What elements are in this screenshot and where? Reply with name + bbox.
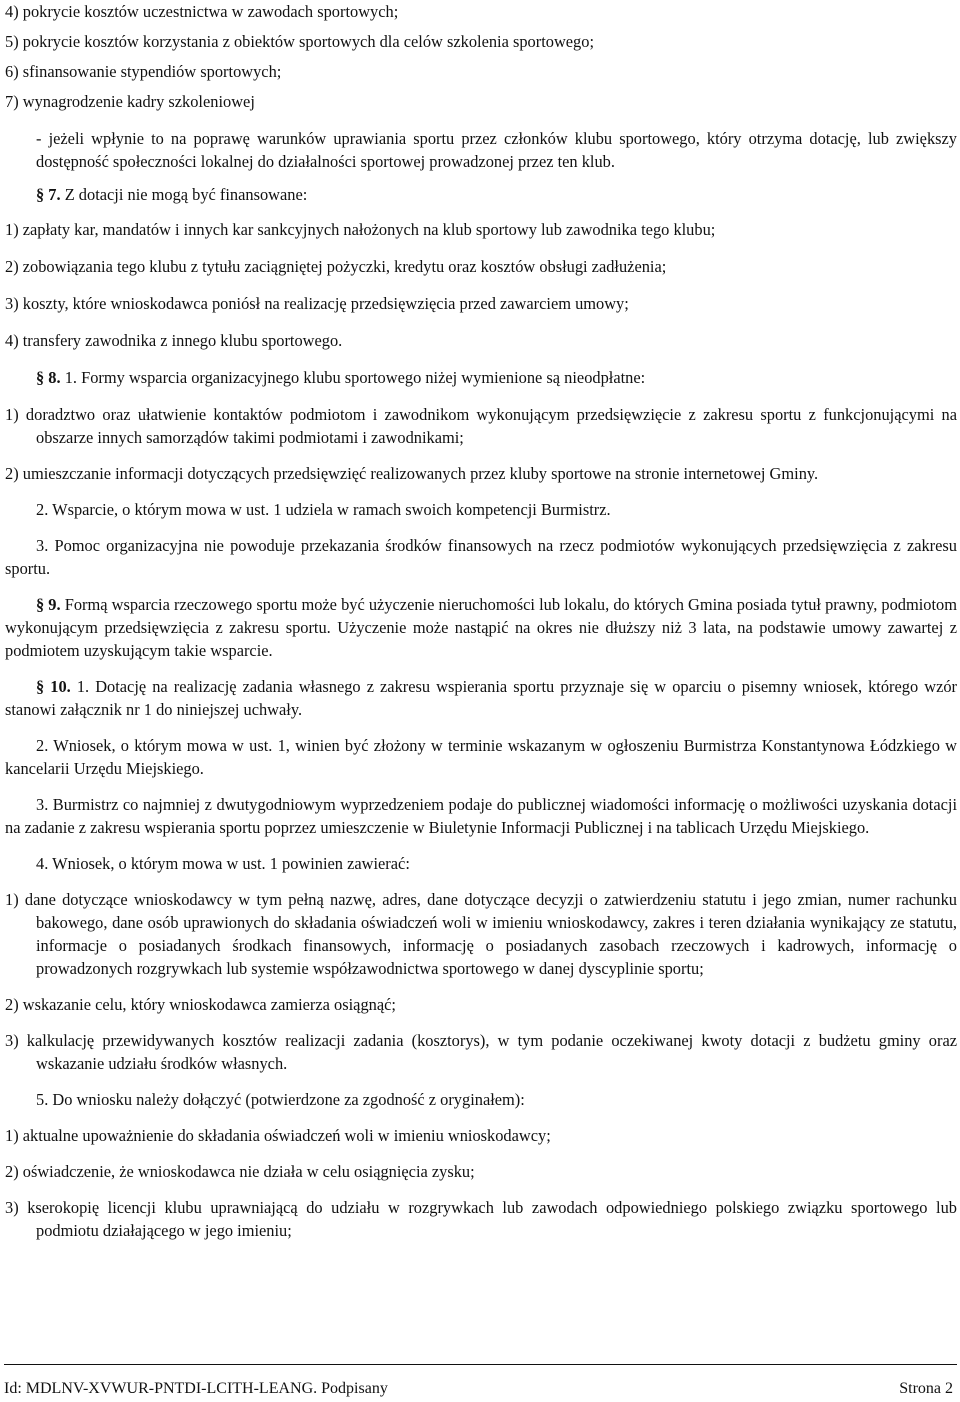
s8-item-2: 2) umieszczanie informacji dotyczących przedsięwzięć realizowanych przez kluby sportowe na stronie internetowej Gminy. [5,464,819,483]
list-item-7: 7) wynagrodzenie kadry szkoleniowej [5,92,255,111]
s10-p4-item-2: 2) wskazanie celu, który wnioskodawca zamierza osiągnąć; [5,995,396,1014]
s10-p4-item-1: 1) dane dotyczące wnioskodawcy w tym pełną nazwę, adres, dane dotyczące decyzji o zatwierdzeniu statutu i jego zmian, numer rachunku bakowego, dane osób uprawionych do składania oświadczeń woli w imieniu wnioskodawcy, zakres i teren działania wynikający ze statutu, informacje o posiadanych środkach finansowych, informację o posiadanych zasobach rzeczowych i kadrowych, informację o prowadzonych rozgrywkach lub systemie współzawodnictwa sportowego w danej dyscyplinie sportu; [5,890,957,978]
s8-item-1: 1) doradztwo oraz ułatwienie kontaktów podmiotom i zawodnikom wykonującym przedsięwzięcie z zakresu sportu z funkcjonującymi na obszarze innych samorządów takimi podmiotami i zawodnikami; [5,405,957,447]
s10-p4-item-3: 3) kalkulację przewidywanych kosztów realizacji zadania (kosztorys), w tym podanie oczekiwanej kwoty dotacji z budżetu gminy oraz wskazanie udziału środków własnych. [5,1031,957,1073]
section-9 [5,593,957,662]
section-9-text: Formą wsparcia rzeczowego sportu może być użyczenie nieruchomości lub lokalu, do których Gmina posiada tytuł prawny, podmiotom wykonującym przedsięwzięcia z zakresu sportu. Użyczenie może nastąpić na okres nie dłuższy niż 3 lata, na podstawie umowy zawartej z podmiotem uzyskującym takie wsparcie. [5,595,957,660]
s7-item-3: 3) koszty, które wnioskodawca poniósł na realizację przedsięwzięcia przed zawarciem umowy; [5,294,629,313]
s10-p3: 3. Burmistrz co najmniej z dwutygodniowym wyprzedzeniem podaje do publicznej wiadomości informację o możliwości uzyskania dotacji na zadanie z zakresu wspierania sportu poprzez umieszczenie w Biuletynie Informacji Publicznej i na tablicach Urzędu Miejskiego. [5,795,957,837]
s10-p5: 5. Do wniosku należy dołączyć (potwierdzone za zgodność z oryginałem): [36,1090,525,1109]
s8-p3: 3. Pomoc organizacyjna nie powoduje przekazania środków finansowych na rzecz podmiotów wykonujących przedsięwzięcia z zakresu sportu. [5,536,957,578]
condition-paragraph: - jeżeli wpłynie to na poprawę warunków uprawiania sportu przez członków klubu sportowego, który otrzyma dotację, lub zwiększy dostępność społeczności lokalnej do działalności sportowej prowadzonej przez ten klub. [36,129,957,171]
section-7-number: § 7. [36,185,61,204]
section-10-p1-text: 1. Dotację na realizację zadania własnego z zakresu wspierania sportu przyznaje się w oparciu o pisemny wniosek, którego wzór stanowi załącznik nr 1 do niniejszej uchwały. [5,677,958,719]
s7-item-2: 2) zobowiązania tego klubu z tytułu zaciągniętej pożyczki, kredytu oraz kosztów obsługi zadłużenia; [5,257,667,276]
section-10-number: § 10. [36,677,71,696]
s10-p5-item-1: 1) aktualne upoważnienie do składania oświadczeń woli w imieniu wnioskodawcy; [5,1126,551,1145]
list-item-5: 5) pokrycie kosztów korzystania z obiektów sportowych dla celów szkolenia sportowego; [5,32,594,51]
document-id: Id: MDLNV-XVWUR-PNTDI-LCITH-LEANG. Podpisany [4,1380,388,1397]
s10-p5-item-2: 2) oświadczenie, że wnioskodawca nie działa w celu osiągnięcia zysku; [5,1162,475,1181]
list-item-6: 6) sfinansowanie stypendiów sportowych; [5,62,282,81]
section-7-intro-text: Z dotacji nie mogą być finansowane: [60,185,308,204]
s10-p4: 4. Wniosek, o którym mowa w ust. 1 powinien zawierać: [36,854,410,873]
s10-p5-item-3: 3) kserokopię licencji klubu uprawniającą do udziału w rozgrywkach lub zawodach odpowiedniego polskiego związku sportowego lub podmiotu działającego w jego imieniu; [5,1198,957,1240]
s8-p2: 2. Wsparcie, o którym mowa w ust. 1 udziela w ramach swoich kompetencji Burmistrz. [36,500,611,519]
s10-p2: 2. Wniosek, o którym mowa w ust. 1, winien być złożony w terminie wskazanym w ogłoszeniu Burmistrza Konstantynowa Łódzkiego w kancelarii Urzędu Miejskiego. [5,736,957,778]
section-9-number: § 9. [36,595,61,614]
section-10-p1 [5,675,957,721]
section-8-number: § 8. [36,368,61,387]
list-item-4: 4) pokrycie kosztów uczestnictwa w zawodach sportowych; [5,2,399,21]
section-8-p1 [5,366,957,389]
page-number: Strona 2 [899,1380,953,1397]
page-footer [4,1364,957,1400]
section-8-p1-text: 1. Formy wsparcia organizacyjnego klubu sportowego niżej wymienione są nieodpłatne: [60,368,646,387]
document-page [5,0,957,1242]
s7-item-4: 4) transfery zawodnika z innego klubu sportowego. [5,331,343,350]
section-7-intro [5,183,957,206]
s7-item-1: 1) zapłaty kar, mandatów i innych kar sankcyjnych nałożonych na klub sportowy lub zawodnika tego klubu; [5,220,716,239]
